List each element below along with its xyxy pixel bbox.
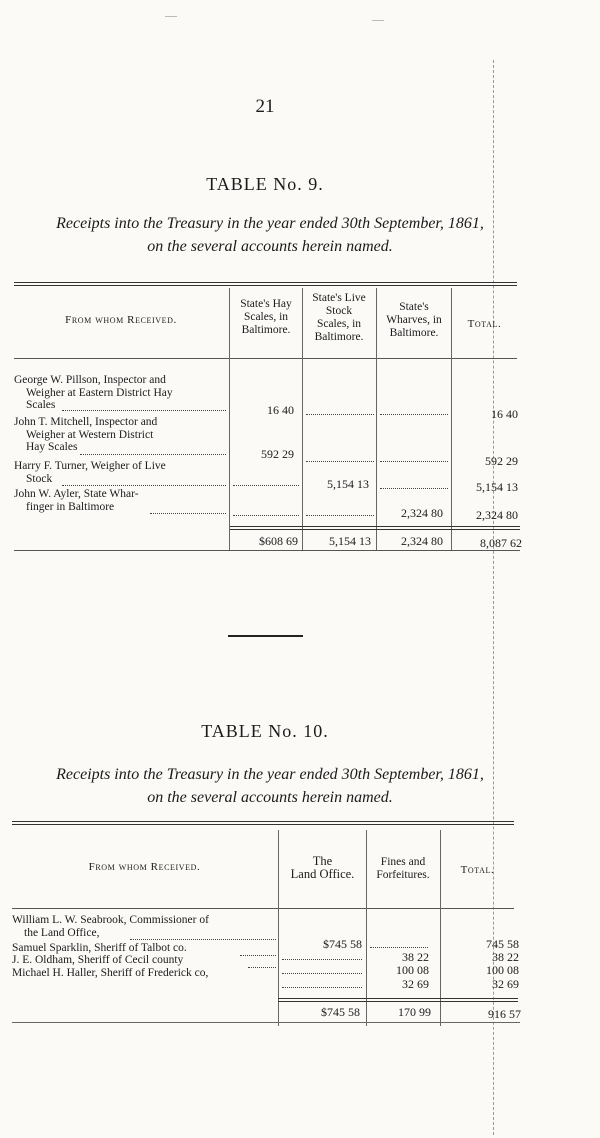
header-line: Stock [325, 305, 353, 317]
cell-total: 16 40 [491, 407, 518, 421]
leader-dots [80, 453, 226, 455]
cell-stock: 5,154 13 [327, 477, 369, 491]
header-line: The [312, 854, 333, 868]
row-label-line: Scales [26, 399, 56, 411]
table-9-col-from-header: From whom Received. [65, 314, 177, 326]
table-row [12, 967, 278, 980]
header-line: Scales, in [243, 311, 289, 323]
leader-dots [150, 512, 226, 514]
header-line: Wharves, in [386, 314, 442, 326]
table-10-divider [278, 830, 279, 1026]
cell-total: 592 29 [485, 454, 518, 468]
total-grand: 916 57 [488, 1007, 521, 1021]
total-stock: 5,154 13 [329, 534, 371, 548]
table-10-caption-line-1: Receipts into the Treasury in the year ended 30th September, 1861, [56, 766, 484, 783]
table-9-bottom-rule [14, 550, 520, 551]
table-9-caption-line-1: Receipts into the Treasury in the year ended 30th September, 1861, [56, 215, 484, 232]
total-wharves: 2,324 80 [401, 534, 443, 548]
leader-dots [306, 460, 374, 462]
leader-dots [380, 460, 448, 462]
leader-dots [306, 514, 374, 516]
cell-wharves: 2,324 80 [401, 506, 443, 520]
row-label-line: the Land Office, [24, 926, 100, 939]
leader-dots [282, 972, 362, 974]
header-line: Baltimore. [241, 324, 291, 336]
table-10-col-total-header: Total. [460, 864, 495, 876]
table-row [12, 942, 278, 955]
table-10-top-rule [12, 821, 514, 822]
table-9-top-rule-2 [14, 285, 517, 286]
leader-dots [380, 413, 448, 415]
cell-hay: 592 29 [261, 447, 294, 461]
table-10-top-rule-2 [12, 824, 514, 825]
header-line: Baltimore. [314, 331, 364, 343]
table-9-divider [229, 288, 230, 550]
table-10-sum-rule [278, 998, 518, 999]
table-10-sum-rule-2 [278, 1001, 518, 1002]
row-label-line: George W. Pillson, Inspector and [14, 374, 166, 386]
leader-dots [282, 958, 362, 960]
table-row [14, 416, 228, 454]
page-number: 21 [255, 96, 275, 117]
row-label-line: J. E. Oldham, Sheriff of Cecil county [12, 954, 184, 966]
cell-fines: 32 69 [402, 977, 429, 991]
table-9-sum-rule-2 [230, 529, 520, 530]
header-line: Land Office. [290, 867, 355, 881]
leader-dots [282, 986, 362, 988]
cell-total: 38 22 [492, 950, 519, 964]
table-9-sum-rule [230, 526, 520, 527]
table-9-top-rule [14, 282, 517, 283]
table-row [14, 460, 228, 485]
table-9-caption-line-2: on the several accounts herein named. [147, 238, 393, 255]
row-label-line: John W. Ayler, State Whar- [14, 488, 139, 500]
row-label-line: Hay Scales [26, 441, 78, 453]
leader-dots [130, 938, 276, 940]
total-land: $745 58 [321, 1005, 360, 1019]
table-10-divider [366, 830, 367, 1026]
header-line: Forfeitures. [376, 869, 430, 881]
header-line: Scales, in [316, 318, 362, 330]
row-label-line: John T. Mitchell, Inspector and [14, 416, 158, 428]
table-row [12, 954, 278, 967]
total-grand: 8,087 62 [480, 536, 522, 550]
cell-fines: 38 22 [402, 950, 429, 964]
table-9-col-wharves-header [377, 301, 451, 340]
table-row [14, 374, 228, 412]
row-label-line: Michael H. Haller, Sheriff of Frederick co, [12, 967, 209, 979]
table-9-header-rule [14, 358, 517, 359]
table-9-col-stock-header [303, 292, 375, 344]
table-10-bottom-rule [12, 1022, 520, 1023]
table-10-col-from-header: From whom Received. [88, 861, 201, 873]
cell-land: $745 58 [323, 937, 362, 951]
table-10-heading: TABLE No. 10. [201, 721, 329, 741]
table-9-divider [302, 288, 303, 550]
table-9-heading: TABLE No. 9. [206, 174, 324, 194]
header-line: State's [399, 301, 429, 313]
cell-total: 100 08 [486, 963, 519, 977]
leader-dots [370, 946, 428, 948]
cell-total: 745 58 [486, 937, 519, 951]
table-9-col-total-header: Total. [467, 318, 502, 330]
top-margin-mark [372, 20, 384, 21]
header-line: Fines and [380, 856, 426, 868]
row-label-line: Samuel Sparklin, Sheriff of Talbot co. [12, 942, 187, 954]
row-label-line: Stock [26, 472, 53, 485]
leader-dots [62, 409, 226, 411]
cell-total: 2,324 80 [476, 508, 518, 522]
header-line: State's Hay [240, 298, 292, 310]
table-10-header-rule [12, 908, 514, 909]
total-fines: 170 99 [398, 1005, 431, 1019]
total-hay: $608 69 [259, 534, 298, 548]
table-9-col-hay-header [230, 298, 302, 337]
table-10-col-fines-header [367, 856, 439, 882]
leader-dots [233, 484, 299, 486]
table-row [14, 488, 228, 513]
header-line: State's Live [312, 292, 366, 304]
leader-dots [380, 487, 448, 489]
row-label-line: Harry F. Turner, Weigher of Live [14, 460, 166, 472]
cell-hay: 16 40 [267, 403, 294, 417]
row-label-line: Weigher at Western District [26, 428, 154, 441]
row-label-line: William L. W. Seabrook, Commissioner of [12, 914, 209, 926]
leader-dots [233, 514, 299, 516]
table-10-divider [440, 830, 441, 1026]
cell-fines: 100 08 [396, 963, 429, 977]
leader-dots [62, 484, 226, 486]
row-label-line: Weigher at Eastern District Hay [26, 386, 173, 399]
section-separator [228, 635, 303, 637]
table-10-col-land-header [280, 855, 365, 881]
top-margin-mark [165, 16, 177, 17]
cell-total: 5,154 13 [476, 480, 518, 494]
leader-dots [306, 413, 374, 415]
header-line: Baltimore. [389, 327, 439, 339]
row-label-line: finger in Baltimore [26, 500, 115, 513]
table-10-caption-line-2: on the several accounts herein named. [147, 789, 393, 806]
cell-total: 32 69 [492, 977, 519, 991]
table-row [12, 914, 278, 939]
